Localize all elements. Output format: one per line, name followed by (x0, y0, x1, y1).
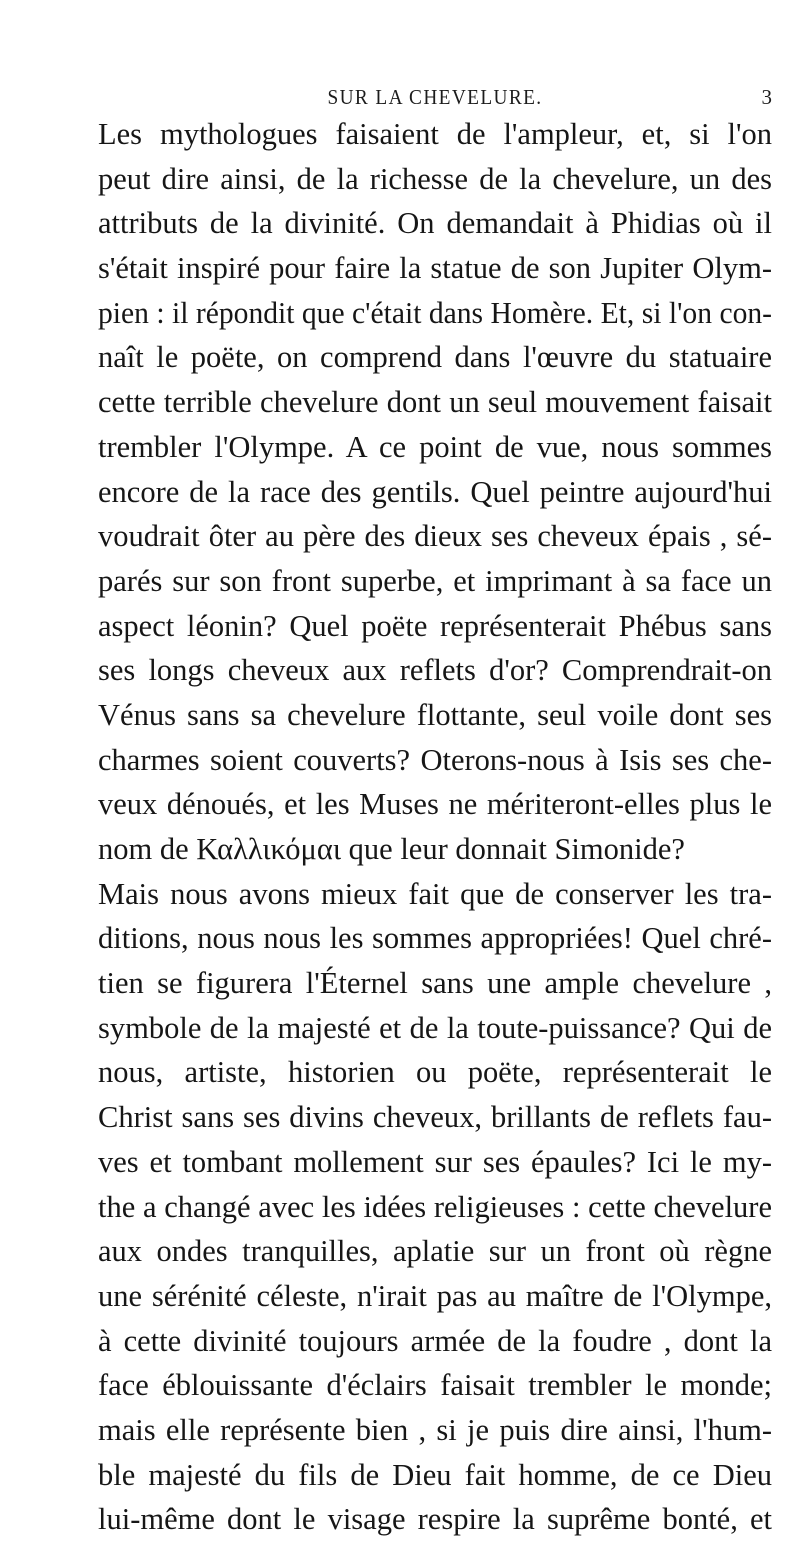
text-line: lui-même dont le visage respire la suprême bonté, et (98, 1502, 772, 1537)
text-line: naît le poëte, on comprend dans l'œuvre du statuaire (98, 340, 772, 375)
text-line: une sérénité céleste, n'irait pas au maître de l'Olympe, (98, 1278, 772, 1313)
running-header (98, 85, 772, 115)
text-line: trembler l'Olympe. A ce point de vue, nous sommes (98, 429, 772, 464)
text-line: face éblouissante d'éclairs faisait trembler le monde; (98, 1368, 772, 1403)
text-line: ves et tombant mollement sur ses épaules? Ici le my- (98, 1144, 772, 1179)
text-line: à cette divinité toujours armée de la foudre , dont la (98, 1323, 772, 1358)
text-line: charmes soient couverts? Oterons-nous à Isis ses che- (98, 742, 772, 777)
text-line: ditions, nous nous les sommes appropriées! Quel chré- (98, 921, 772, 956)
text-line: symbole de la majesté et de la toute-puissance? Qui de (98, 1010, 772, 1045)
text-line: nom de Καλλικόμαι que leur donnait Simonide? (98, 832, 685, 866)
text-line: aux ondes tranquilles, aplatie sur un front où règne (98, 1234, 772, 1269)
text-line: encore de la race des gentils. Quel peintre aujourd'hui (98, 474, 772, 509)
text-line: Vénus sans sa chevelure flottante, seul voile dont ses (98, 697, 772, 732)
text-line: veux dénoués, et les Muses ne mériteront-elles plus le (98, 787, 772, 822)
text-line: nous, artiste, historien ou poëte, représenterait le (98, 1055, 772, 1090)
text-line: ble majesté du fils de Dieu fait homme, de ce Dieu (98, 1457, 772, 1492)
text-line: attributs de la divinité. On demandait à Phidias où il (98, 206, 772, 241)
text-line: Les mythologues faisaient de l'ampleur, et, si l'on (98, 117, 772, 151)
body-text (98, 112, 772, 1542)
text-line: cette terrible chevelure dont un seul mouvement faisait (98, 385, 772, 420)
text-line: tien se figurera l'Éternel sans une ample chevelure , (98, 966, 772, 1001)
text-line: aspect léonin? Quel poëte représenterait Phébus sans (98, 608, 772, 643)
text-line: parés sur son front superbe, et imprimant à sa face un (98, 563, 772, 598)
running-title: SUR LA CHEVELURE. (327, 85, 543, 109)
text-line: mais elle représente bien , si je puis dire ainsi, l'hum- (98, 1412, 772, 1447)
text-line: voudrait ôter au père des dieux ses cheveux épais , sé- (98, 519, 772, 554)
text-line: ses longs cheveux aux reflets d'or? Comprendrait-on (98, 653, 772, 688)
text-line: peut dire ainsi, de la richesse de la chevelure, un des (98, 161, 772, 196)
text-line: Christ sans ses divins cheveux, brillants de reflets fau- (98, 1100, 772, 1135)
text-line: Mais nous avons mieux fait que de conserver les tra- (98, 876, 772, 911)
text-line: s'était inspiré pour faire la statue de son Jupiter Olym- (98, 251, 772, 286)
page-number: 3 (761, 85, 772, 109)
text-line: pien : il répondit que c'était dans Homère. Et, si l'on con- (98, 295, 772, 330)
text-line: the a changé avec les idées religieuses : cette chevelure (98, 1189, 772, 1224)
